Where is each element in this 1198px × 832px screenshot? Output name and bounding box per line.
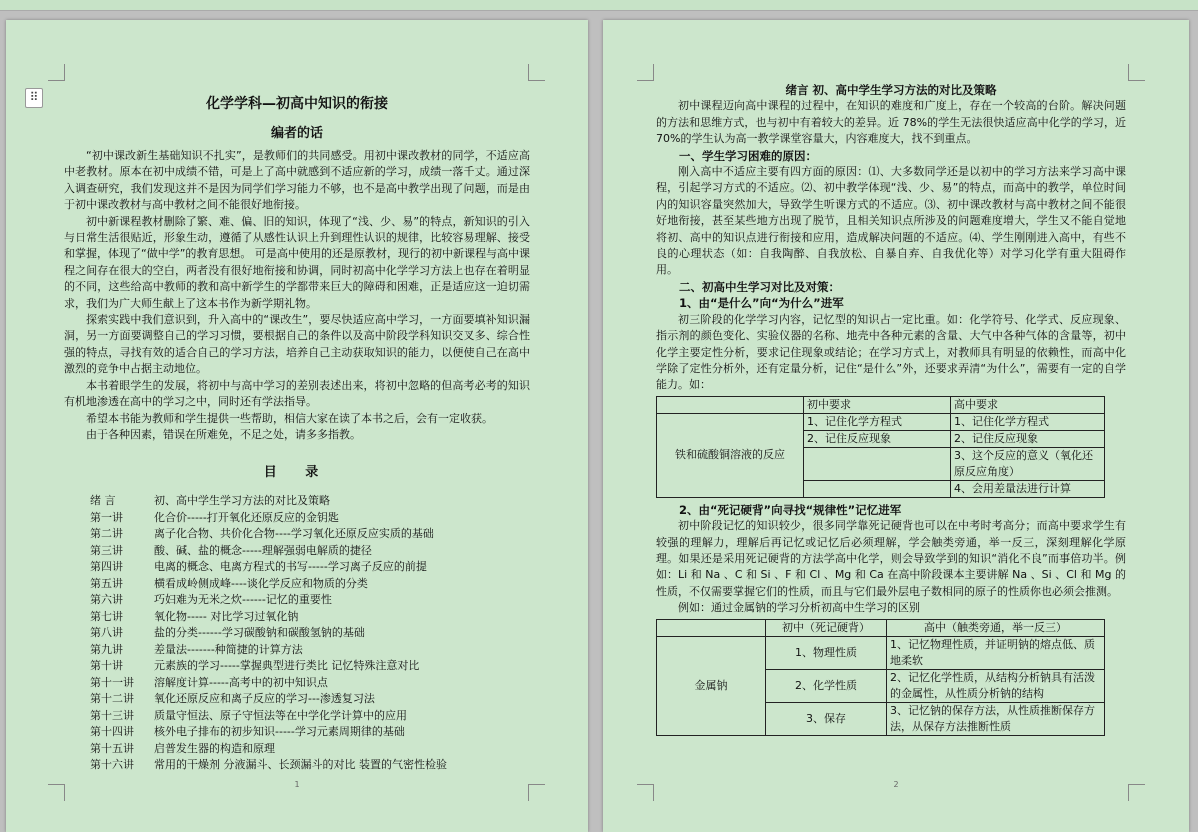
comparison-table-sodium [656, 619, 1105, 736]
toc-entry-title: 电离的概念、电离方程式的书写-----学习离子反应的前提 [154, 560, 427, 574]
table-header-row [657, 396, 1105, 413]
table-cell [804, 480, 951, 497]
margin-corner-mark [637, 64, 654, 81]
page-number: 2 [893, 780, 899, 789]
preface-heading: 编者的话 [270, 126, 323, 141]
toc-entry[interactable] [90, 642, 530, 659]
toc-entry[interactable] [90, 559, 530, 576]
toc-entry[interactable] [90, 625, 530, 642]
toc-entry-number: 第十四讲 [90, 725, 134, 739]
section-heading: 二、初高中生学习对比及对策： [679, 279, 840, 294]
table-row [657, 636, 1105, 669]
toc-entry-number: 第七讲 [90, 609, 123, 623]
toc-entry-number: 第五讲 [90, 576, 123, 590]
table-cell: 1、物理性质 [766, 636, 887, 669]
subsection-heading: 2、由“死记硬背”向寻找“规律性”记忆进军 [679, 502, 902, 517]
table-cell [804, 447, 951, 480]
toc-entry-title: 氧化物----- 对比学习过氧化钠 [154, 609, 299, 623]
section-paragraph: 刚入高中不适应主要有四方面的原因：⑴、大多数同学还是以初中的学习方法来学习高中课程，引起学习方式的不适应。⑵、初中教学体现“浅、少、易”的特点，而高中的教学，单位时间内的知识容量突然加大，导致学生听课方式的不适应。⑶、初中课改教材与高中教材之间不能很好地衔接，甚至某些地方出现了脱节，且相关知识点所涉及的问题难度增大，学生又不能自觉地将初、高中的知识点进行衔接和应用，造成解决问题的不适应。⑷、学生刚刚进入高中，有些不良的心理状态（如：自我陶醉、自我放松、自暴自弃、自我优化等）对学习化学有重大阻碍作用。 [656, 165, 1126, 277]
toc-entry-number: 第十三讲 [90, 708, 134, 722]
preface-paragraph: 希望本书能为教师和学生提供一些帮助，相信大家在读了本书之后，会有一定收获。 [86, 411, 493, 425]
document-title: 化学学科—初高中知识的衔接 [206, 96, 388, 112]
preface-paragraph: 探索实践中我们意识到，升入高中的“课改生”，要尽快适应高中学习，一方面要填补知识漏洞，另一方面要调整自己的学习习惯，要根据自己的条件以及高中阶段学科知识交叉多、综合性强的特点，寻找有效的适合自己的学习方法，培养自己主动获取知识的能力，以便使自己在高中激烈的竞争中占据主动地位。 [64, 313, 530, 376]
toc-entry[interactable] [90, 658, 530, 675]
margin-corner-mark [528, 64, 545, 81]
table-cell: 3、保存 [766, 702, 887, 735]
toc-entry-number: 第十讲 [90, 659, 123, 673]
table-row-label: 铁和硫酸铜溶液的反应 [657, 413, 804, 497]
margin-corner-mark [1128, 64, 1145, 81]
toc-entry-number: 第一讲 [90, 510, 123, 524]
table-cell [657, 396, 804, 413]
preface-paragraph: 初中新课程教材删除了繁、难、偏、旧的知识，体现了“浅、少、易”的特点，新知识的引入与日常生活很贴近，形象生动，遵循了从感性认识上升到理性认识的规律，比较容易理解、接受和掌握，体现了“做中学”的教育思想。 可是高中使用的还是原教材，现行的初中新课程与高中课程之间存在很大的空白，两者没有很好地衔接和协调，同时初高中化学学习方法上也存在着明显的不同，这些给高中教师的教和高中新学生的学都带来巨大的障碍和困难，正是适应这一迫切需求，我们为广大师生献上了这本书作为新学期礼物。 [64, 214, 530, 310]
ribbon-strip [0, 0, 1198, 11]
toc-entry[interactable] [90, 510, 530, 527]
toc-entry-title: 常用的干燥剂 分液漏斗、长颈漏斗的对比 装置的气密性检验 [154, 758, 447, 772]
toc-entry-title: 氧化还原反应和离子反应的学习---渗透复习法 [154, 692, 375, 706]
table-cell: 3、记忆钠的保存方法，从性质推断保存方法，从保存方法推断性质 [887, 702, 1105, 735]
toc-entry[interactable] [90, 576, 530, 593]
drag-handle-icon[interactable]: ⠿ [25, 88, 43, 108]
toc-entry-title: 质量守恒法、原子守恒法等在中学化学计算中的应用 [154, 708, 407, 722]
table-cell: 1、记忆物理性质，并证明钠的熔点低、质地柔软 [887, 636, 1105, 669]
toc-entry-number: 第九讲 [90, 642, 123, 656]
page-number: 1 [294, 780, 300, 789]
toc-entry-title: 差量法-------种简捷的计算方法 [154, 642, 303, 656]
toc-entry-title: 盐的分类------学习碳酸钠和碳酸氢钠的基础 [154, 626, 365, 640]
table-header-cell: 高中（触类旁通，举一反三） [887, 619, 1105, 636]
toc-entry-title: 启普发生器的构造和原理 [154, 741, 275, 755]
toc-entry-title: 巧妇难为无米之炊------记忆的重要性 [154, 593, 332, 607]
toc-entry-number: 第二讲 [90, 527, 123, 541]
table-cell: 2、记住反应现象 [804, 430, 951, 447]
toc-entry-number: 第十一讲 [90, 675, 134, 689]
toc-entry-title: 横看成岭侧成峰----谈化学反应和物质的分类 [154, 576, 368, 590]
toc-entry-number: 第四讲 [90, 560, 123, 574]
toc-entry[interactable] [90, 493, 530, 510]
table-header-cell: 初中要求 [804, 396, 951, 413]
toc-heading: 目 录 [263, 465, 331, 481]
section-heading: 一、学生学习困难的原因： [679, 148, 817, 163]
toc-entry-number: 第十五讲 [90, 741, 134, 755]
toc-entry[interactable] [90, 757, 530, 774]
table-row-label: 金属钠 [657, 636, 766, 735]
toc-entry-title: 初、高中学生学习方法的对比及策略 [154, 494, 330, 508]
example-caption: 例如：通过金属钠的学习分析初高中生学习的区别 [678, 601, 920, 615]
introduction-heading: 绪言 初、高中学生学习方法的对比及策略 [785, 83, 997, 97]
table-cell: 4、会用差量法进行计算 [951, 480, 1105, 497]
table-cell: 2、化学性质 [766, 669, 887, 702]
preface-paragraph: 由于各种因素，错误在所难免，不足之处，请多多指教。 [86, 427, 361, 441]
toc-entry-number: 第十六讲 [90, 758, 134, 772]
table-cell: 2、记住反应现象 [951, 430, 1105, 447]
toc-entry-number: 第三讲 [90, 543, 123, 557]
toc-entry-number: 第十二讲 [90, 692, 134, 706]
toc-entry[interactable] [90, 741, 530, 758]
table-cell: 2、记忆化学性质，从结构分析钠具有活泼的金属性，从性质分析钠的结构 [887, 669, 1105, 702]
comparison-table-reaction [656, 396, 1105, 498]
section-paragraph: 初三阶段的化学学习内容，记忆型的知识占一定比重。如：化学符号、化学式、反应现象、指示剂的颜色变化、实验仪器的名称、地壳中各种元素的含量、大气中各种气体的含量等，初中化学主要定性分析，要求记住现象或结论；在学习方式上，对教师具有明显的依赖性，而高中化学除了定性分析外，还有定量分析，记住“是什么”外，还要求弄清“为什么”，需要有一定的自学能力。如： [656, 312, 1126, 392]
page-1-body [64, 88, 530, 774]
table-header-cell: 高中要求 [951, 396, 1105, 413]
toc-entry-title: 化合价-----打开氧化还原反应的金钥匙 [154, 510, 339, 524]
toc-entry[interactable] [90, 609, 530, 626]
toc-entry-number: 绪 言 [90, 494, 116, 508]
toc-entry[interactable] [90, 724, 530, 741]
toc-entry-title: 酸、碱、盐的概念-----理解强弱电解质的捷径 [154, 543, 372, 557]
document-page-2[interactable] [603, 20, 1189, 832]
table-cell: 1、记住化学方程式 [804, 413, 951, 430]
table-cell: 1、记住化学方程式 [951, 413, 1105, 430]
toc-entry[interactable] [90, 526, 530, 543]
toc-entry-title: 核外电子排布的初步知识-----学习元素周期律的基础 [154, 725, 405, 739]
toc-entry[interactable] [90, 708, 530, 725]
section-paragraph: 初中阶段记忆的知识较少，很多同学靠死记硬背也可以在中考时考高分；而高中要求学生有较强的理解力，理解后再记忆或记忆后必须理解，学会触类旁通，举一反三，深刻理解化学原理。如果还是采用死记硬背的方法学高中化学，则会导致学到的知识“消化不良”而事倍功半。例如：Li 和 Na 、C 和 Si 、F 和 Cl 、Mg 和 Ca 在高中阶段课本主要讲解 Na 、Si 、Cl 和 Mg 的性质，不仅需要掌握它们的性质，而且与它们最外层电子数相同的原子的性质你也必须会推测。 [656, 519, 1126, 598]
toc-entry[interactable] [90, 691, 530, 708]
preface-paragraph: 本书着眼学生的发展，将初中与高中学习的差别表述出来，将初中忽略的但高考必考的知识有机地渗透在高中的学习之中，同时还有学法指导。 [64, 378, 530, 409]
toc-entry-number: 第八讲 [90, 626, 123, 640]
table-cell: 3、这个反应的意义（氧化还原反应角度） [951, 447, 1105, 480]
table-of-contents [64, 493, 530, 774]
subsection-heading: 1、由“是什么”向“为什么”进军 [679, 296, 844, 311]
toc-entry[interactable] [90, 543, 530, 560]
table-header-cell: 初中（死记硬背） [766, 619, 887, 636]
margin-corner-mark [48, 64, 65, 81]
toc-entry-title: 离子化合物、共价化合物----学习氧化还原反应实质的基础 [154, 527, 434, 541]
preface-paragraph: “初中课改新生基础知识不扎实”，是教师们的共同感受。用初中课改教材的同学，不适应高中老教材。原本在初中成绩不错，可是上了高中就感到不适应新的学习，成绩一落千丈。通过深入调查研究，我们发现这并不是因为同学们学习能力不够，也不是高中教学出现了问题，而是由于初中课改教材与高中教材之间不能很好地衔接。 [64, 149, 530, 212]
toc-entry-title: 溶解度计算-----高考中的初中知识点 [154, 675, 328, 689]
table-cell [657, 619, 766, 636]
document-page-1[interactable] [6, 20, 588, 832]
toc-entry[interactable] [90, 592, 530, 609]
intro-paragraph: 初中课程迈向高中课程的过程中，在知识的难度和广度上，存在一个较高的台阶。解决问题的方法和思维方式，也与初中有着较大的差异。近 78%的学生无法很快适应高中化学的学习，近 70%的学生认为高一教学课堂容量大，内容难度大，找不到重点。 [656, 99, 1126, 146]
toc-entry-number: 第六讲 [90, 593, 123, 607]
table-row [657, 413, 1105, 430]
toc-entry[interactable] [90, 675, 530, 692]
page-2-body [656, 82, 1126, 740]
toc-entry-title: 元素族的学习-----掌握典型进行类比 记忆特殊注意对比 [154, 659, 420, 673]
table-header-row [657, 619, 1105, 636]
